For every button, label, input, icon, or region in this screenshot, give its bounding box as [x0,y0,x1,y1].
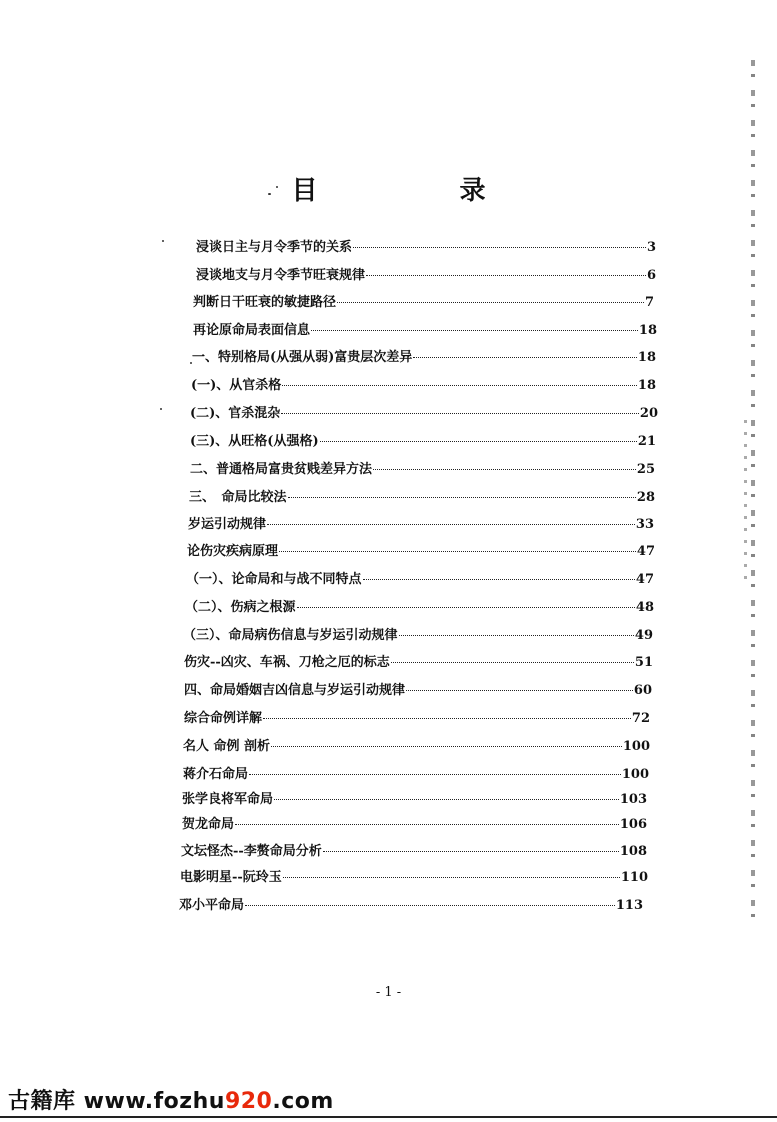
toc-entry-page: 48 [635,600,654,615]
watermark-www: www. [75,1089,154,1114]
toc-entry-label: 再论原命局表面信息 [193,323,311,338]
toc-entry[interactable] [183,735,650,753]
toc-entry[interactable] [193,291,654,309]
toc-entry[interactable] [184,707,650,725]
toc-entry[interactable] [184,651,653,669]
toc-dot-leader [283,877,620,878]
toc-entry[interactable] [184,679,652,697]
toc-entry-page: 18 [638,323,657,338]
toc-entry-page: 106 [619,817,647,832]
scan-edge-artifact-2 [744,420,747,580]
toc-entry[interactable] [181,840,647,858]
toc-entry[interactable] [190,458,655,476]
toc-entry-label: 判断日干旺衰的敏捷路径 [193,295,337,310]
toc-entry-label: 邓小平命局 [179,898,245,913]
toc-entry[interactable] [183,763,649,781]
toc-entry-page: 20 [639,406,658,421]
toc-dot-leader [391,662,634,663]
toc-entry-page: 47 [636,544,655,559]
watermark-cn: 古籍库 [8,1089,76,1114]
toc-entry[interactable] [186,568,654,586]
watermark-number: 920 [224,1089,273,1114]
toc-entry-page: 51 [634,655,653,670]
toc-entry[interactable] [188,513,654,531]
toc-entry[interactable] [196,236,656,254]
toc-entry-label: 贺龙命局 [182,817,235,832]
toc-entry-label: 一、特别格局(从强从弱)富贵层次差异 [192,350,413,365]
toc-dot-leader [249,774,621,775]
toc-entry-page: 47 [635,572,654,587]
watermark-fozhu: fozhu [153,1089,225,1114]
toc-dot-leader [279,551,636,552]
toc-entry-page: 3 [646,240,656,255]
toc-entry-page: 18 [637,350,656,365]
toc-dot-leader [311,330,638,331]
toc-entry-label: 名人 命例 剖析 [183,739,271,754]
toc-dot-leader [267,524,635,525]
toc-entry[interactable] [182,813,647,831]
toc-dot-leader [235,824,619,825]
toc-entry-page: 108 [619,844,647,859]
toc-entry-page: 6 [646,268,656,283]
toc-entry[interactable] [193,319,657,337]
toc-entry-label: （一）、论命局和与战不同特点 [186,572,362,587]
toc-dot-leader [413,357,637,358]
toc-entry-label: 浸谈日主与月令季节的关系 [196,240,353,255]
toc-dot-leader [263,718,631,719]
toc-entry-page: 33 [635,517,654,532]
toc-dot-leader [271,746,622,747]
toc-entry-page: 72 [631,711,650,726]
toc-dot-leader [274,799,619,800]
toc-dot-leader [363,579,635,580]
toc-entry[interactable] [179,894,643,912]
toc-entry-label: 浸谈地支与月令季节旺衰规律 [196,268,366,283]
toc-entry-label: 综合命例详解 [184,711,263,726]
toc-entry-page: 110 [620,870,648,885]
toc-entry[interactable] [182,788,647,806]
toc-entry[interactable] [185,596,654,614]
toc-entry-label: (三)、从旺格(从强格) [190,434,319,449]
toc-entry-label: 电影明星--阮玲玉 [180,870,282,885]
toc-dot-leader [399,635,634,636]
toc-entry-page: 25 [636,462,655,477]
toc-entry-label: 四、命局婚姻吉凶信息与岁运引动规律 [184,683,406,698]
toc-entry-label: 二、普通格局富贵贫贱差异方法 [190,462,373,477]
toc-dot-leader [337,302,644,303]
toc-entry-label: 张学良将军命局 [182,792,274,807]
page-number: - 1 - [375,985,402,1000]
toc-entry[interactable] [191,374,656,392]
toc-entry[interactable] [192,346,656,364]
watermark-com: .com [272,1089,334,1114]
toc-entry-page: 49 [634,628,653,643]
toc-entry-label: （二）、伤病之根源 [185,600,296,615]
scan-speck [162,240,164,242]
toc-dot-leader [245,905,615,906]
toc-entry[interactable] [196,264,656,282]
toc-entry-page: 113 [615,898,643,913]
page-title: 目 录 [291,176,544,206]
toc-dot-leader [281,413,639,414]
toc-entry-page: 100 [621,767,649,782]
toc-entry-page: 60 [633,683,652,698]
toc-entry-page: 28 [636,490,655,505]
toc-entry-label: (二)、官杀混杂 [190,406,281,421]
toc-dot-leader [288,497,636,498]
toc-entry-label: 三、 命局比较法 [189,490,287,505]
toc-entry-label: 论伤灾疾病原理 [187,544,279,559]
toc-entry-label: 蒋介石命局 [183,767,249,782]
toc-entry-page: 7 [644,295,654,310]
toc-entry-label: (一)、从官杀格 [191,378,282,393]
toc-dot-leader [406,690,633,691]
toc-entry[interactable] [189,486,655,504]
toc-dot-leader [366,275,646,276]
toc-entry-label: 伤灾--凶灾、车祸、刀枪之厄的标志 [184,655,390,670]
toc-entry[interactable] [190,430,656,448]
toc-dot-leader [297,607,635,608]
toc-dot-leader [282,385,637,386]
toc-dot-leader [320,441,637,442]
toc-entry-label: （三）、命局病伤信息与岁运引动规律 [183,628,398,643]
toc-entry[interactable] [187,540,655,558]
scan-speck [160,408,162,410]
toc-entry-page: 100 [622,739,650,754]
toc-entry[interactable] [180,866,648,884]
toc-entry[interactable] [190,402,658,420]
toc-entry-label: 岁运引动规律 [188,517,267,532]
toc-dot-leader [373,469,636,470]
toc-entry-page: 103 [619,792,647,807]
toc-dot-leader [353,247,646,248]
toc-entry[interactable] [183,624,653,642]
toc-entry-label: 文坛怪杰--李赘命局分析 [181,844,322,859]
footer-rule [0,1116,777,1118]
toc-dot-leader [323,851,619,852]
toc-entry-page: 21 [637,434,656,449]
site-watermark [8,1084,334,1115]
toc-entry-page: 18 [637,378,656,393]
